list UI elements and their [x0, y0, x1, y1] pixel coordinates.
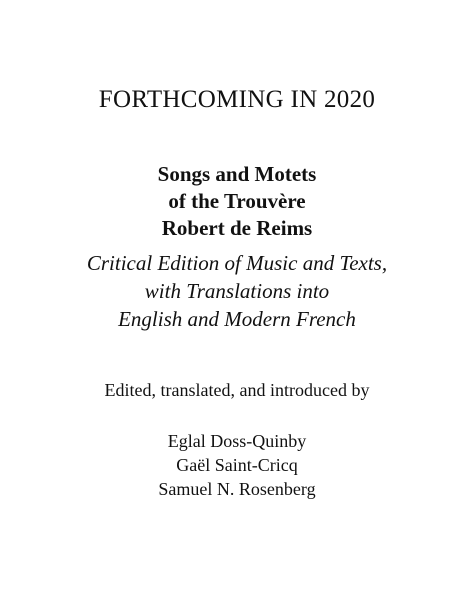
book-title-line-3: Robert de Reims [161, 216, 313, 240]
forthcoming-heading: FORTHCOMING IN 2020 [98, 86, 376, 113]
book-title-line-1: Songs and Motets [157, 162, 317, 186]
author-name: Samuel N. Rosenberg [158, 479, 316, 499]
book-subtitle-line-3: English and Modern French [118, 307, 356, 331]
book-subtitle-line-1: Critical Edition of Music and Texts, [86, 251, 388, 275]
book-subtitle-line-2: with Translations into [144, 279, 330, 303]
author-name: Gaël Saint-Cricq [176, 455, 298, 475]
author-name: Eglal Doss-Quinby [167, 431, 307, 451]
editor-credit-line: Edited, translated, and introduced by [104, 380, 370, 400]
book-title-line-2: of the Trouvère [168, 189, 306, 213]
